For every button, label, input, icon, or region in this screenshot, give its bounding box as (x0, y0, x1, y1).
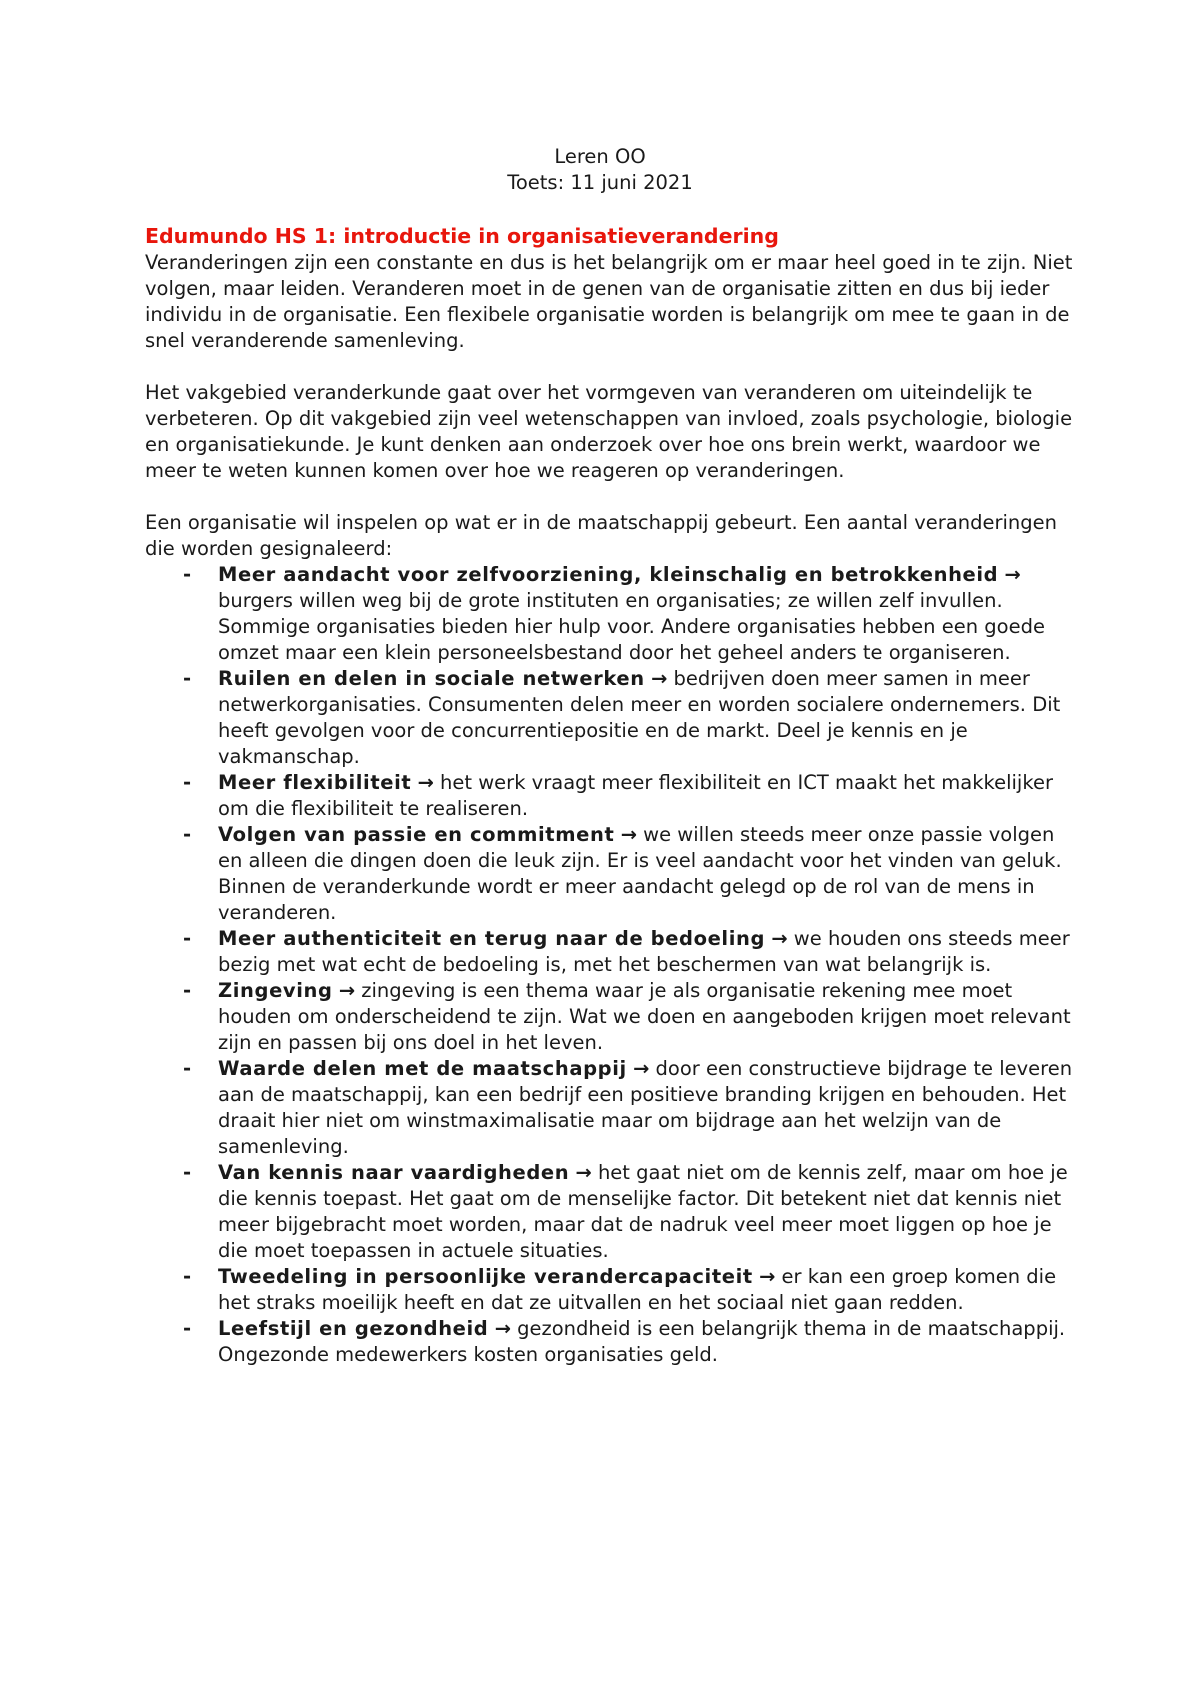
bullet-dash: - (183, 1265, 192, 1288)
arrow-icon: → (494, 1317, 511, 1340)
paragraph-3: Een organisatie wil inspelen op wat er in de maatschappij gebeurt. Een aantal veranderingen die worden gesignaleerd: (145, 511, 1058, 560)
arrow-icon: → (758, 1265, 776, 1288)
list-item (145, 926, 1075, 978)
list-item (145, 770, 1075, 822)
arrow-icon: → (771, 927, 788, 950)
list-item-text: we houden ons steeds meer bezig met wat echt de bedoeling is, met het beschermen van wat belangrijk is. (218, 927, 1070, 976)
arrow-icon: → (417, 771, 434, 794)
list-item-term: Meer aandacht voor zelfvoorziening, kleinschalig en betrokkenheid (218, 563, 999, 586)
list-item (145, 1160, 1075, 1264)
document-title: Leren OO (554, 145, 646, 168)
section-heading: Edumundo HS 1: introductie in organisatieverandering (145, 224, 779, 248)
list-item-term: Tweedeling in persoonlijke verandercapaciteit (218, 1265, 753, 1288)
list-item (145, 822, 1075, 926)
list-item-term: Van kennis naar vaardigheden (218, 1161, 570, 1184)
bullet-dash: - (183, 563, 192, 586)
document-subtitle: Toets: 11 juni 2021 (507, 171, 693, 194)
bullet-dash: - (183, 1317, 192, 1340)
list-item (145, 1056, 1075, 1160)
document-body (145, 222, 1075, 1368)
list-item-text: zingeving is een thema waar je als organisatie rekening mee moet houden om onderscheidend te zijn. Wat we doen en aangeboden krijgen moet relevant zijn en passen bij ons doel in het leven. (218, 979, 1071, 1054)
arrow-icon: → (650, 667, 668, 690)
bullet-dash: - (183, 667, 192, 690)
list-item-text: gezondheid is een belangrijk thema in de maatschappij. Ongezonde medewerkers kosten organisaties geld. (218, 1317, 1066, 1366)
list-item-term: Zingeving (218, 979, 333, 1002)
paragraph-2: Het vakgebied veranderkunde gaat over het vormgeven van veranderen om uiteindelijk te verbeteren. Op dit vakgebied zijn veel wetenschappen van invloed, zoals psychologie, biologie en organisatiekunde. Je kunt denken aan onderzoek over hoe ons brein werkt, waardoor we meer te weten kunnen komen over hoe we reageren op veranderingen. (145, 381, 1073, 482)
list-item (145, 1316, 1075, 1368)
list-item-term: Ruilen en delen in sociale netwerken (218, 667, 645, 690)
list-item (145, 562, 1075, 666)
list-item-term: Meer authenticiteit en terug naar de bedoeling (218, 927, 766, 950)
arrow-icon: → (632, 1057, 650, 1080)
bullet-dash: - (183, 927, 192, 950)
list-item (145, 666, 1075, 770)
document-header (0, 144, 1200, 196)
list-item-text: bedrijven doen meer samen in meer netwerkorganisaties. Consumenten delen meer en worden socialere ondernemers. Dit heeft gevolgen voor de concurrentiepositie en de markt. Deel je kennis en je vakmanschap. (218, 667, 1061, 768)
paragraph-1: Veranderingen zijn een constante en dus is het belangrijk om er maar heel goed in te zijn. Niet volgen, maar leiden. Veranderen moet in de genen van de organisatie zitten en dus bij ieder individu in de organisatie. Een flexibele organisatie worden is belangrijk om mee te gaan in de snel veranderende samenleving. (145, 251, 1073, 352)
list-item-text: we willen steeds meer onze passie volgen en alleen die dingen doen die leuk zijn. Er is veel aandacht voor het vinden van geluk. Binnen de veranderkunde wordt er meer aandacht gelegd op de rol van de mens in veranderen. (218, 823, 1062, 924)
change-list (145, 562, 1075, 1368)
arrow-icon: → (1004, 563, 1021, 586)
list-item (145, 978, 1075, 1056)
bullet-dash: - (183, 1057, 192, 1080)
list-item-text: burgers willen weg bij de grote instituten en organisaties; ze willen zelf invullen. Sommige organisaties bieden hier hulp voor. Andere organisaties hebben een goede omzet maar een klein personeelsbestand door het geheel anders te organiseren. (218, 589, 1045, 664)
bullet-dash: - (183, 979, 192, 1002)
list-item-term: Leefstijl en gezondheid (218, 1317, 489, 1340)
list-item (145, 1264, 1075, 1316)
bullet-dash: - (183, 1161, 192, 1184)
list-item-term: Meer flexibiliteit (218, 771, 412, 794)
bullet-dash: - (183, 771, 192, 794)
bullet-dash: - (183, 823, 192, 846)
list-item-text: het gaat niet om de kennis zelf, maar om hoe je die kennis toepast. Het gaat om de menselijke factor. Dit betekent niet dat kennis niet meer bijgebracht moet worden, maar dat de nadruk veel meer moet liggen op hoe je die moet toepassen in actuele situaties. (218, 1161, 1068, 1262)
list-item-term: Waarde delen met de maatschappij (218, 1057, 627, 1080)
list-item-text: het werk vraagt meer flexibiliteit en ICT maakt het makkelijker om die flexibiliteit te realiseren. (218, 771, 1053, 820)
list-item-text: er kan een groep komen die het straks moeilijk heeft en dat ze uitvallen en het sociaal niet gaan redden. (218, 1265, 1057, 1314)
arrow-icon: → (620, 823, 637, 846)
arrow-icon: → (575, 1161, 592, 1184)
list-item-term: Volgen van passie en commitment (218, 823, 615, 846)
arrow-icon: → (338, 979, 356, 1002)
list-item-text: door een constructieve bijdrage te leveren aan de maatschappij, kan een bedrijf een positieve branding krijgen en behouden. Het draait hier niet om winstmaximalisatie maar om bijdrage aan het welzijn van de samenleving. (218, 1057, 1073, 1158)
